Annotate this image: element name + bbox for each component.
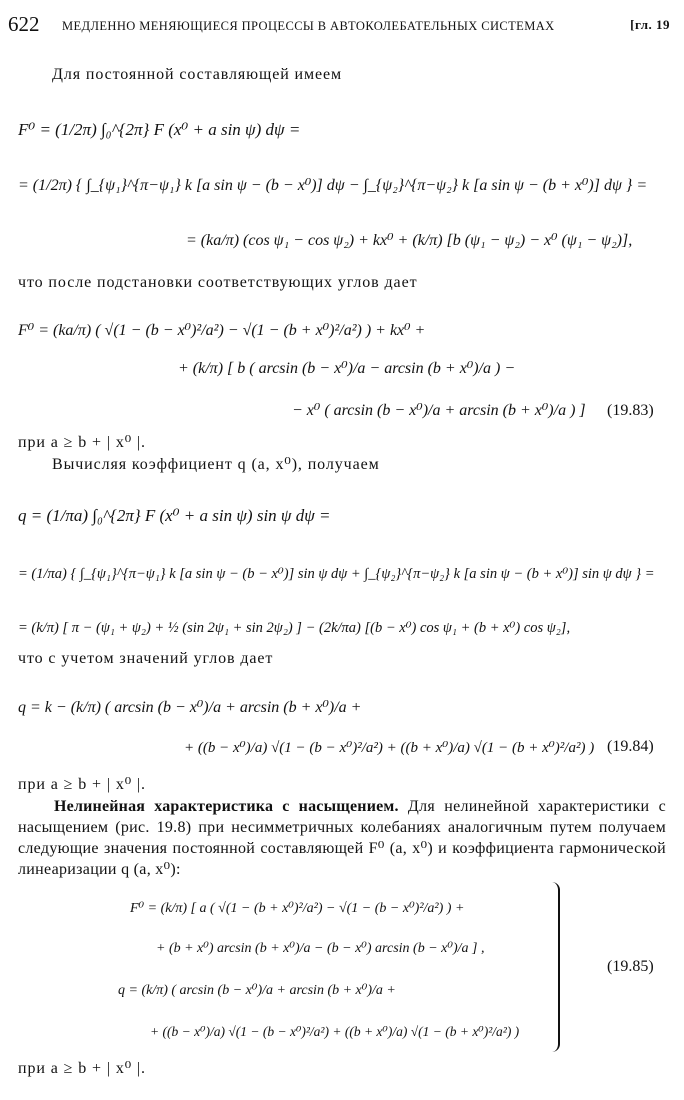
- eq-1984-line2: + ((b − x⁰)/a) √(1 − (b − x⁰)²/a²) + ((b + x⁰)/a) √(1 − (b + x⁰)²/a²) ): [184, 740, 595, 756]
- eq-1984-line1: q = k − (k/π) ( arcsin (b − x⁰)/a + arcsin (b + x⁰)/a +: [18, 699, 362, 716]
- running-title: МЕДЛЕННО МЕНЯЮЩИЕСЯ ПРОЦЕССЫ В АВТОКОЛЕБАТЕЛЬНЫХ СИСТЕМАХ: [62, 19, 555, 33]
- intro-q-text: Вычисляя коэффициент q (a, x⁰), получаем: [52, 456, 380, 473]
- section-paragraph: [18, 796, 666, 880]
- eq-q-line2: = (1/πa) { ∫_{ψ₁}^{π−ψ₁} k [a sin ψ − (b − x⁰)] sin ψ dψ + ∫_{ψ₂}^{π−ψ₂} k [a sin ψ − (b + x⁰)] sin ψ dψ } =: [18, 566, 655, 582]
- text-after-substitution: что после подстановки соответствующих углов дает: [18, 274, 418, 291]
- eq-F0-line3: = (ka/π) (cos ψ₁ − cos ψ₂) + kx⁰ + (k/π) [b (ψ₁ − ψ₂) − x⁰ (ψ₁ − ψ₂)],: [186, 232, 633, 249]
- eq-q-line3: = (k/π) [ π − (ψ₁ + ψ₂) + ½ (sin 2ψ₁ + sin 2ψ₂) ] − (2k/πa) [(b − x⁰) cos ψ₁ + (b + x⁰) cos ψ₂],: [18, 620, 571, 636]
- condition-3: при a ≥ b + | x⁰ |.: [18, 1060, 146, 1077]
- eq-1983-line2: + (k/π) [ b ( arcsin (b − x⁰)/a − arcsin (b + x⁰)/a ) −: [178, 360, 516, 377]
- condition-2: при a ≥ b + | x⁰ |.: [18, 776, 146, 793]
- section-body: Для нелинейной характеристики с насыщением (рис. 19.8) при несимметричных колебаниях аналогичным путем получаем следующие значения постоянной составляющей F⁰ (a, x⁰) и коэффициента гармонической линеаризации q (a, x⁰):: [18, 798, 666, 878]
- eq-number-1984: (19.84): [607, 738, 654, 755]
- eq-number-1985: (19.85): [607, 958, 654, 975]
- system-brace: [548, 882, 560, 1052]
- eq-q-line1: q = (1/πa) ∫₀^{2π} F (x⁰ + a sin ψ) sin ψ dψ =: [18, 506, 331, 525]
- eq-1985-line1: F⁰ = (k/π) [ a ( √(1 − (b + x⁰)²/a²) − √(1 − (b − x⁰)²/a²) ) +: [130, 901, 465, 916]
- eq-F0-line1: F⁰ = (1/2π) ∫₀^{2π} F (x⁰ + a sin ψ) dψ =: [18, 120, 301, 139]
- page-number: 622: [8, 12, 40, 36]
- chapter-marker: [гл. 19: [630, 17, 670, 32]
- condition-1: при a ≥ b + | x⁰ |.: [18, 434, 146, 451]
- eq-1983-line3: − x⁰ ( arcsin (b − x⁰)/a + arcsin (b + x⁰)/a ) ]: [292, 402, 586, 419]
- intro-constant-text: Для постоянной составляющей имеем: [52, 66, 343, 83]
- eq-number-1983: (19.83): [607, 402, 654, 419]
- section-heading: Нелинейная характеристика с насыщением.: [54, 798, 399, 815]
- eq-1985-line3: q = (k/π) ( arcsin (b − x⁰)/a + arcsin (b + x⁰)/a +: [118, 983, 396, 998]
- eq-1985-line2: + (b + x⁰) arcsin (b + x⁰)/a − (b − x⁰) arcsin (b − x⁰)/a ] ,: [156, 941, 485, 956]
- eq-1985-line4: + ((b − x⁰)/a) √(1 − (b − x⁰)²/a²) + ((b + x⁰)/a) √(1 − (b + x⁰)²/a²) ): [150, 1024, 520, 1039]
- eq-1983-line1: F⁰ = (ka/π) ( √(1 − (b − x⁰)²/a²) − √(1 − (b + x⁰)²/a²) ) + kx⁰ +: [18, 322, 426, 339]
- text-with-angles: что с учетом значений углов дает: [18, 650, 274, 667]
- eq-F0-line2: = (1/2π) { ∫_{ψ₁}^{π−ψ₁} k [a sin ψ − (b − x⁰)] dψ − ∫_{ψ₂}^{π−ψ₂} k [a sin ψ − (b + x⁰)] dψ } =: [18, 177, 648, 194]
